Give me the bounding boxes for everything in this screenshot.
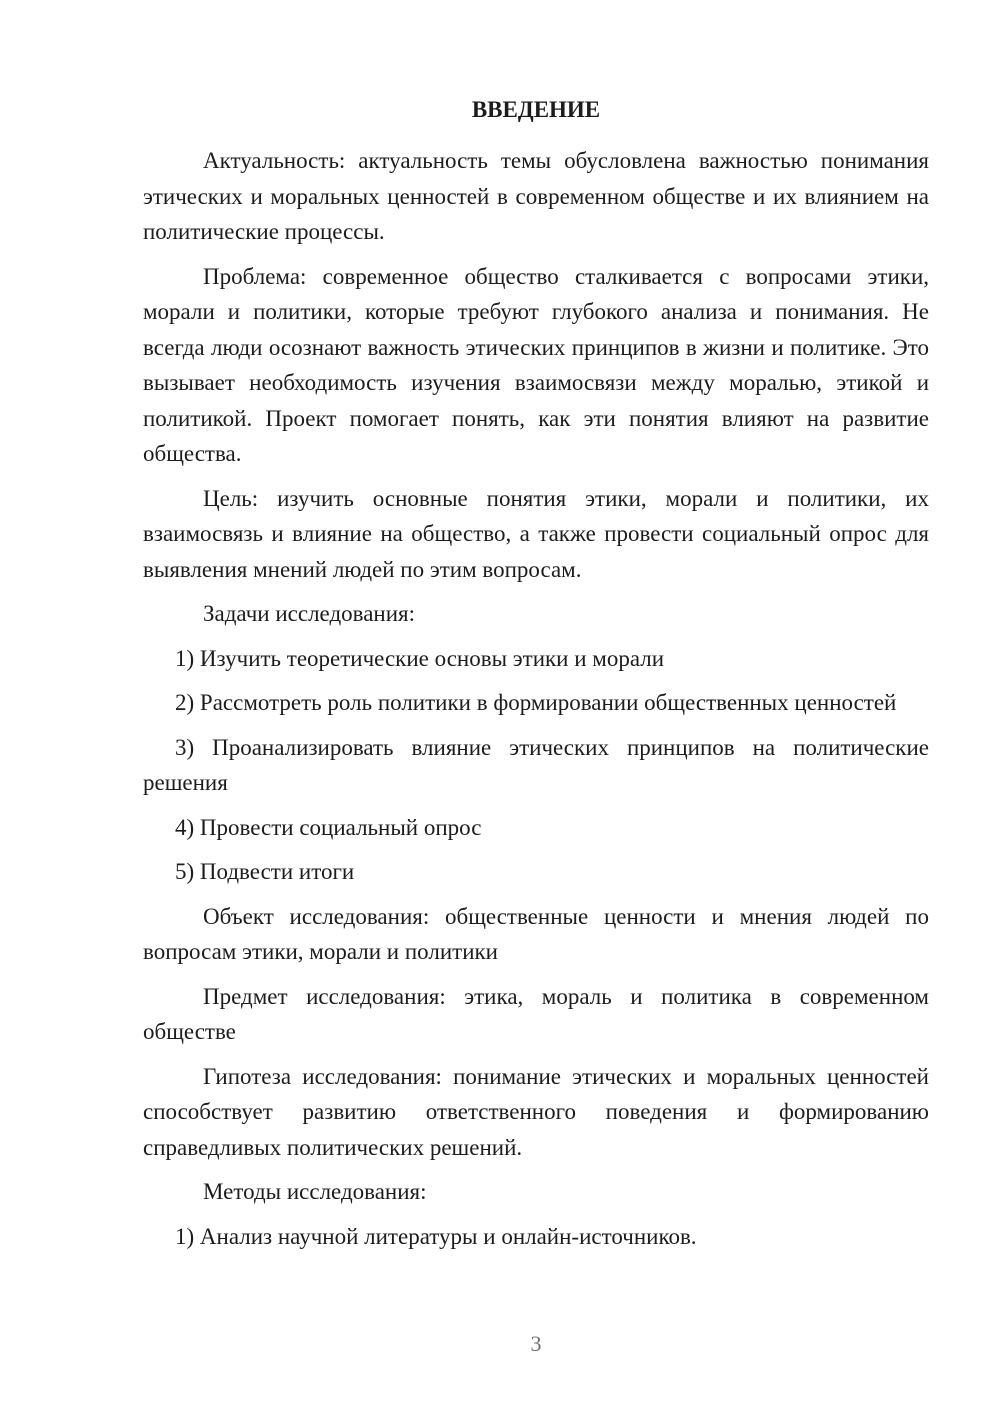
section-heading: ВВЕДЕНИЕ — [471, 97, 601, 122]
method-item: 1) Анализ научной литературы и онлайн-источников. — [175, 1223, 697, 1249]
task-item: 4) Провести социальный опрос — [175, 814, 482, 840]
paragraph-relevance: Актуальность: актуальность темы обусловлена важностью понимания этических и моральных ценностей в современном обществе и их влиянием на политические процессы. — [143, 148, 929, 244]
document-body — [143, 93, 929, 1263]
page-number: 3 — [530, 1331, 542, 1356]
paragraph-methods-title: Методы исследования: — [203, 1179, 427, 1204]
task-item: 1) Изучить теоретические основы этики и морали — [175, 645, 665, 671]
paragraph-subject: Предмет исследования: этика, мораль и политика в современном обществе — [143, 983, 929, 1044]
paragraph-goal: Цель: изучить основные понятия этики, морали и политики, их взаимосвязь и влияние на общество, а также провести социальный опрос для выявления мнений людей по этим вопросам. — [143, 485, 929, 582]
task-item: 2) Рассмотреть роль политики в формировании общественных ценностей — [175, 690, 897, 715]
paragraph-problem: Проблема: современное общество сталкивается с вопросами этики, морали и политики, которые требуют глубокого анализа и понимания. Не всегда люди осознают важность этических принципов в жизни и политике. Это вызывает необходимость изучения взаимосвязи между моралью, этикой и политикой. Проект помогает понять, как эти понятия влияют на развитие общества. — [143, 263, 929, 466]
task-item: 3) Проанализировать влияние этических принципов на политические решения — [143, 734, 929, 795]
task-item: 5) Подвести итоги — [175, 859, 355, 884]
paragraph-tasks-title: Задачи исследования: — [203, 601, 416, 626]
paragraph-object: Объект исследования: общественные ценности и мнения людей по вопросам этики, морали и политики — [143, 903, 929, 964]
paragraph-hypothesis: Гипотеза исследования: понимание этических и моральных ценностей способствует развитию ответственного поведения и формированию справедливых политических решений. — [143, 1063, 929, 1160]
